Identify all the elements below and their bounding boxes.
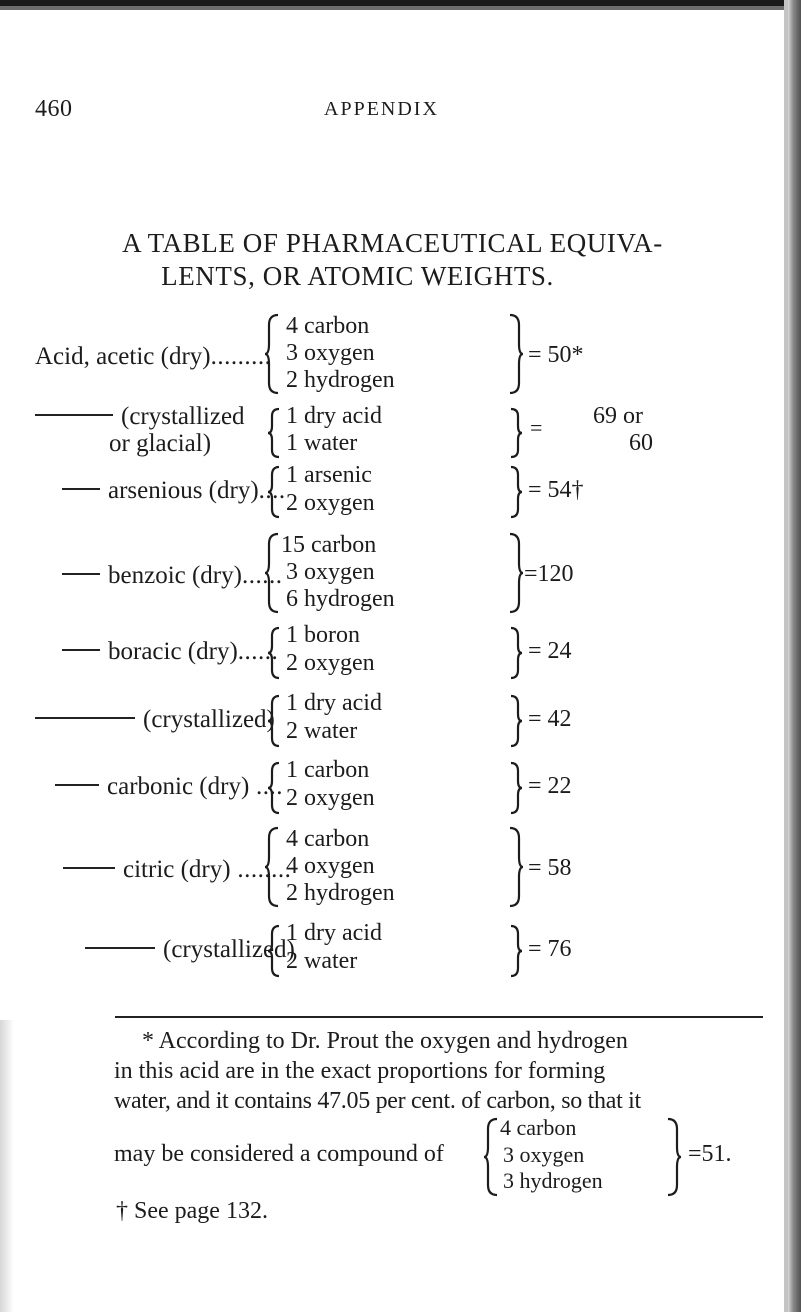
equivalent-value-alt: 60	[629, 430, 653, 456]
row-name-citric-crystallized: (crystallized)	[35, 936, 295, 964]
row-name-boracic-crystallized: (crystallized)	[35, 706, 275, 734]
component: 2 oxygen	[286, 785, 375, 811]
component: 2 oxygen	[286, 490, 375, 516]
equivalent-value: = 24	[528, 638, 572, 664]
footnote-equivalent: =51.	[688, 1141, 732, 1167]
top-edge-shade	[0, 6, 801, 10]
row-name-acetic-dry: Acid, acetic (dry).........	[35, 343, 272, 370]
equivalent-value: = 54†	[528, 477, 584, 503]
component: 1 water	[286, 430, 358, 456]
right-brace-icon	[508, 313, 524, 395]
left-brace-icon	[268, 626, 282, 680]
right-brace-icon	[508, 761, 522, 815]
row-name-boracic: boracic (dry)......	[35, 638, 278, 666]
component: 6 hydrogen	[286, 586, 395, 612]
right-brace-icon	[508, 626, 522, 680]
right-brace-icon	[508, 694, 522, 748]
footnote-line: * According to Dr. Prout the oxygen and hydrogen	[142, 1028, 628, 1054]
footnote-component: 3 oxygen	[503, 1142, 585, 1167]
page-edge	[788, 0, 801, 1312]
component: 2 hydrogen	[286, 880, 395, 906]
left-brace-icon	[265, 532, 281, 614]
component: 3 oxygen	[286, 340, 375, 366]
component: 1 arsenic	[286, 462, 372, 488]
footnote-component: 4 carbon	[500, 1115, 577, 1140]
page-number: 460	[35, 96, 73, 122]
page-edge-shade	[784, 0, 788, 1312]
row-name-glacial: or glacial)	[109, 430, 212, 457]
row-name-citric: citric (dry) ........	[35, 856, 291, 884]
component: 2 water	[286, 948, 358, 974]
footnote-line: in this acid are in the exact proportions for forming	[114, 1058, 606, 1084]
left-brace-icon	[268, 694, 282, 748]
component: 2 water	[286, 718, 358, 744]
left-brace-icon	[268, 465, 282, 519]
right-brace-icon	[508, 407, 522, 459]
equivalent-value: 69 or	[593, 403, 643, 429]
component: 15 carbon	[281, 532, 377, 558]
equivalent-value: = 42	[528, 706, 572, 732]
left-brace-icon	[268, 761, 282, 815]
row-name-acetic-crystallized: (crystallized	[35, 403, 245, 431]
left-brace-icon	[484, 1117, 500, 1197]
component: 1 dry acid	[286, 920, 382, 946]
equivalent-value: =120	[524, 561, 574, 587]
equivalent-value: = 50*	[528, 342, 584, 368]
footnote-divider	[115, 1016, 763, 1018]
component: 2 oxygen	[286, 650, 375, 676]
right-brace-icon	[508, 826, 524, 908]
footnote-dagger: † See page 132.	[116, 1198, 268, 1224]
component: 4 carbon	[286, 826, 370, 852]
component: 1 boron	[286, 622, 360, 648]
running-head: APPENDIX	[324, 98, 439, 120]
component: 4 carbon	[286, 313, 370, 339]
left-brace-icon	[265, 313, 281, 395]
equivalent-value: = 76	[528, 936, 572, 962]
row-name-arsenious: arsenious (dry)....	[35, 477, 286, 505]
right-brace-icon	[666, 1117, 682, 1197]
right-brace-icon	[508, 532, 524, 614]
component: 1 dry acid	[286, 690, 382, 716]
right-brace-icon	[508, 465, 522, 519]
equals-sign: =	[530, 415, 543, 440]
component: 3 oxygen	[286, 559, 375, 585]
page-shadow	[0, 1020, 14, 1312]
table-title-line-1: A TABLE OF PHARMACEUTICAL EQUIVA-	[122, 228, 663, 258]
equivalent-value: = 22	[528, 773, 572, 799]
footnote-component: 3 hydrogen	[503, 1168, 603, 1193]
component: 4 oxygen	[286, 853, 375, 879]
left-brace-icon	[265, 826, 281, 908]
row-name-benzoic: benzoic (dry)......	[35, 562, 282, 590]
component: 1 carbon	[286, 757, 370, 783]
left-brace-icon	[268, 407, 282, 459]
right-brace-icon	[508, 924, 522, 978]
row-name-carbonic: carbonic (dry) ....	[35, 773, 283, 801]
footnote-line: water, and it contains 47.05 per cent. of carbon, so that it	[114, 1088, 641, 1114]
footnote-line: may be considered a compound of	[114, 1141, 444, 1167]
left-brace-icon	[268, 924, 282, 978]
component: 1 dry acid	[286, 403, 382, 429]
table-title-line-2: LENTS, OR ATOMIC WEIGHTS.	[161, 261, 554, 291]
component: 2 hydrogen	[286, 367, 395, 393]
equivalent-value: = 58	[528, 855, 572, 881]
